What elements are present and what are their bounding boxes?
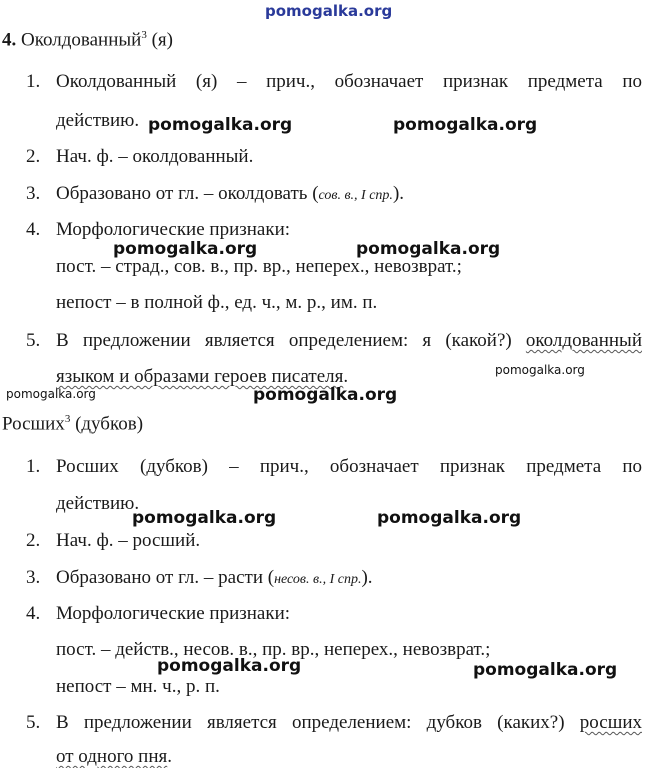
watermark: pomogalka.org bbox=[113, 239, 258, 259]
s1-item3-main: Образовано от гл. – околдовать ( bbox=[56, 183, 319, 204]
s2-item3-main: Образовано от гл. – расти ( bbox=[56, 567, 275, 588]
s2-item1-line1: Росших (дубков) – прич., обозначает признак предмета по bbox=[56, 456, 642, 477]
s1-item5-underlined-2: языком и образами героев писателя bbox=[56, 366, 344, 387]
watermark-top: pomogalka.org bbox=[265, 2, 393, 20]
section1-sup: 3 bbox=[141, 29, 147, 41]
s1-item4-number: 4. bbox=[26, 219, 41, 240]
s1-item5-underlined-1: околдованный bbox=[525, 330, 642, 351]
s2-item3 bbox=[56, 567, 373, 591]
watermark: pomogalka.org bbox=[148, 115, 293, 135]
section1-ref: (я) bbox=[151, 29, 173, 51]
s2-item5-underlined-1: росших bbox=[579, 712, 642, 733]
watermark: pomogalka.org bbox=[377, 508, 522, 528]
s2-item3-italic: несов. в., I спр. bbox=[274, 572, 362, 587]
s2-item2: Нач. ф. – росший. bbox=[56, 530, 201, 551]
s2-item1-number: 1. bbox=[26, 456, 41, 477]
s1-item5-end: . bbox=[343, 366, 349, 387]
section2-ref: (дубков) bbox=[75, 413, 144, 435]
s1-item2: Нач. ф. – околдованный. bbox=[56, 146, 254, 167]
s2-item4-nepost: непост – мн. ч., р. п. bbox=[56, 676, 220, 697]
s1-item2-number: 2. bbox=[26, 146, 41, 167]
s2-item5-line2 bbox=[56, 746, 172, 768]
section2-heading bbox=[2, 408, 143, 435]
watermark: pomogalka.org bbox=[393, 115, 538, 135]
watermark: pomogalka.org bbox=[132, 508, 277, 528]
section1-number: 4. bbox=[2, 29, 17, 51]
section1-heading bbox=[2, 24, 173, 51]
s2-item2-number: 2. bbox=[26, 530, 41, 551]
s2-item4-post: пост. – действ., несов. в., пр. вр., неперех., невозврат.; bbox=[56, 639, 491, 660]
s2-item5-underlined-2: от одного пня bbox=[56, 746, 168, 767]
section2-sup: 3 bbox=[64, 413, 71, 425]
s1-item3 bbox=[56, 183, 404, 207]
s2-item5-main: В предложении является определением: дубков (каких?) bbox=[56, 712, 565, 733]
s2-item4-number: 4. bbox=[26, 603, 41, 624]
s1-item3-number: 3. bbox=[26, 183, 41, 204]
s1-item3-italic: сов. в., I спр. bbox=[318, 188, 393, 203]
watermark: pomogalka.org bbox=[495, 363, 585, 377]
s1-item3-end: ). bbox=[392, 183, 405, 204]
watermark: pomogalka.org bbox=[157, 656, 302, 676]
s1-item1-line1: Околдованный (я) – прич., обозначает признак предмета по bbox=[56, 71, 642, 92]
s1-item1-number: 1. bbox=[26, 71, 41, 92]
s1-item4-title: Морфологические признаки: bbox=[56, 219, 291, 240]
watermark: pomogalka.org bbox=[253, 385, 398, 405]
s2-item5-end: . bbox=[167, 746, 172, 767]
watermark: pomogalka.org bbox=[6, 387, 96, 401]
s1-item4-post: пост. – страд., сов. в., пр. вр., неперех., невозврат.; bbox=[56, 256, 462, 277]
s2-item5-line1 bbox=[56, 712, 642, 734]
s1-item4-nepost: непост – в полной ф., ед. ч., м. р., им. п. bbox=[56, 292, 378, 313]
s2-item3-number: 3. bbox=[26, 567, 41, 588]
s2-item5-number: 5. bbox=[26, 712, 41, 733]
section2-word: Росших bbox=[2, 413, 65, 435]
s2-item3-end: ). bbox=[361, 567, 373, 588]
s1-item5-number: 5. bbox=[26, 330, 41, 351]
s2-item1-line2: действию. bbox=[56, 493, 140, 514]
s1-item5-main: В предложении является определением: я (какой?) bbox=[56, 330, 512, 351]
s1-item5-line1 bbox=[56, 330, 642, 352]
watermark: pomogalka.org bbox=[356, 239, 501, 259]
s2-item4-title: Морфологические признаки: bbox=[56, 603, 291, 624]
s1-item1-line2: действию. bbox=[56, 110, 140, 131]
watermark: pomogalka.org bbox=[473, 660, 618, 680]
section1-word: Околдованный bbox=[21, 29, 142, 51]
